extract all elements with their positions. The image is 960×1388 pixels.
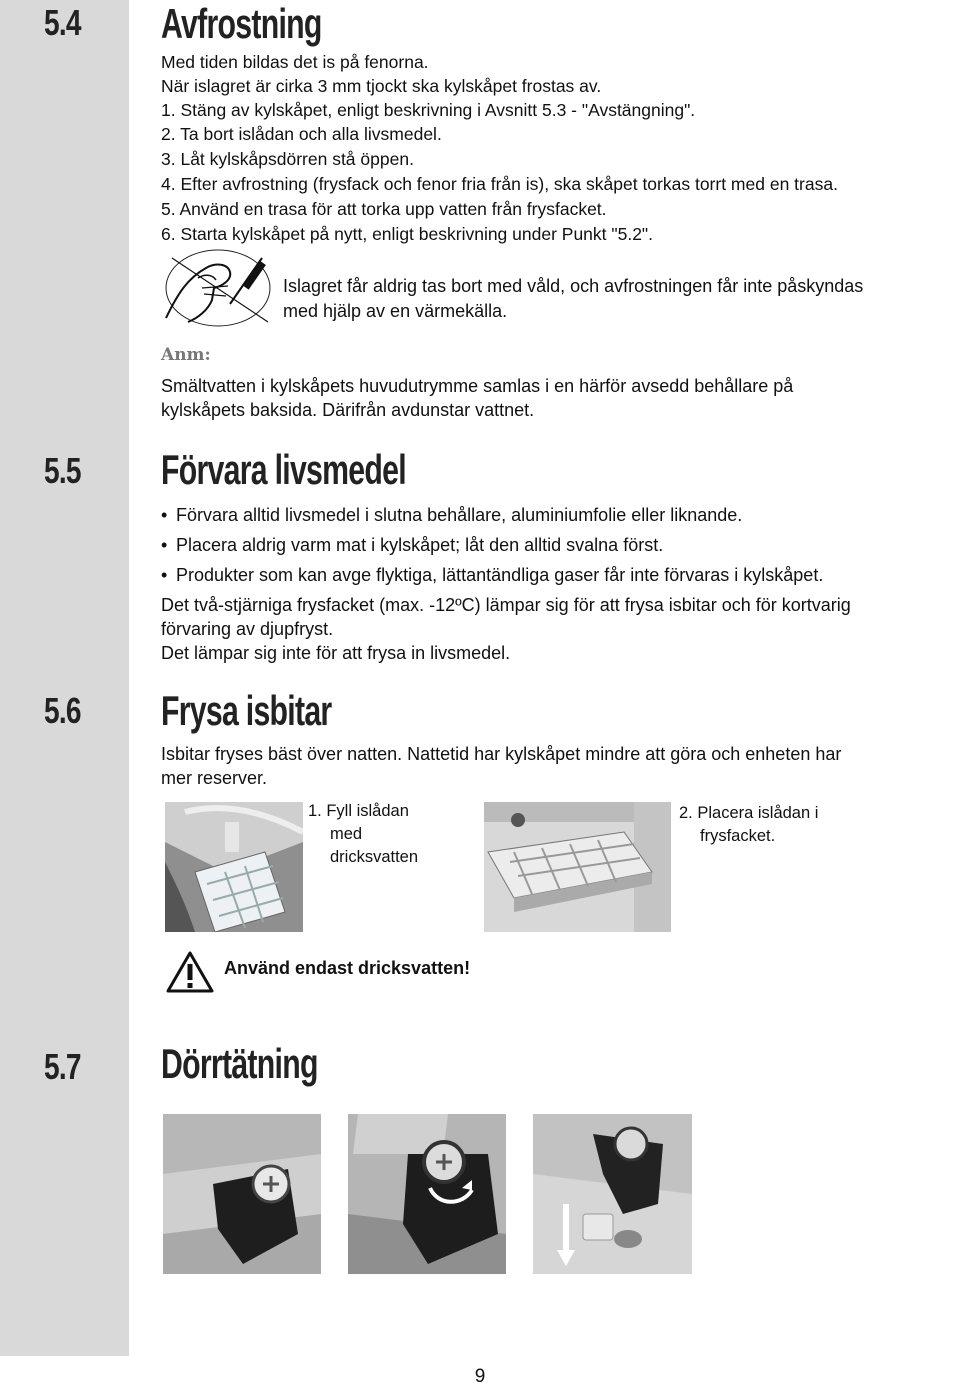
defrost-step: 2. Ta bort islådan och alla livsmedel. [161, 124, 442, 144]
door-seal-photo-2 [348, 1114, 506, 1274]
note-text-line: kylskåpets baksida. Därifrån avdunstar vattnet. [161, 400, 535, 420]
defrost-step: 1. Stäng av kylskåpet, enligt beskrivning i Avsnitt 5.3 - "Avstängning". [161, 100, 696, 120]
storage-bullet: • Förvara alltid livsmedel i slutna behållare, aluminiumfolie eller liknande. [161, 505, 743, 525]
ice-intro-line: Isbitar fryses bäst över natten. Nattetid har kylskåpet mindre att göra och enheten har [161, 744, 842, 764]
storage-text-line: Det två-stjärniga frysfacket (max. -12ºC) lämpar sig för att frysa isbitar och för kortvarig [161, 595, 851, 615]
warning-triangle-icon [165, 950, 215, 994]
page-number: 9 [474, 1366, 486, 1387]
section-number-5-4: 5.4 [44, 2, 81, 43]
section-title-frysa-isbitar: Frysa isbitar [161, 687, 332, 734]
defrost-line: Med tiden bildas det is på fenorna. [161, 52, 429, 72]
defrost-step: 5. Använd en trasa för att torka upp vatten från frysfacket. [161, 199, 607, 219]
section-title-dorrtatning: Dörrtätning [161, 1040, 318, 1087]
drinking-water-warning: Använd endast dricksvatten! [224, 958, 471, 978]
defrost-step: 3. Låt kylskåpsdörren stå öppen. [161, 149, 414, 169]
defrost-step: 6. Starta kylskåpet på nytt, enligt beskrivning under Punkt "5.2". [161, 224, 653, 244]
defrost-warning-line: med hjälp av en värmekälla. [283, 301, 508, 321]
storage-text-line: förvaring av djupfryst. [161, 619, 334, 639]
storage-text-line: Det lämpar sig inte för att frysa in livsmedel. [161, 643, 511, 663]
storage-bullet: • Placera aldrig varm mat i kylskåpet; låt den alltid svalna först. [161, 535, 664, 555]
no-sharp-tool-icon [158, 238, 278, 330]
step1-caption: dricksvatten [330, 848, 419, 866]
step2-caption: 2. Placera islådan i [679, 804, 819, 822]
note-text-line: Smältvatten i kylskåpets huvudutrymme samlas i en härför avsedd behållare på [161, 376, 794, 396]
note-label: Anm: [161, 345, 211, 365]
sidebar-band [0, 0, 129, 1356]
storage-bullet: • Produkter som kan avge flyktiga, lättantändliga gaser får inte förvaras i kylskåpet. [161, 565, 824, 585]
step2-caption: frysfacket. [700, 827, 776, 845]
fill-ice-tray-photo [165, 802, 303, 932]
section-title-avfrostning: Avfrostning [161, 0, 322, 47]
place-ice-tray-photo [484, 802, 671, 932]
defrost-line: När islagret är cirka 3 mm tjockt ska kylskåpet frostas av. [161, 76, 602, 96]
section-title-forvara-livsmedel: Förvara livsmedel [161, 446, 406, 493]
defrost-step: 4. Efter avfrostning (frysfack och fenor fria från is), ska skåpet torkas torrt med en trasa. [161, 174, 838, 194]
section-number-5-5: 5.5 [44, 450, 81, 491]
step1-caption: 1. Fyll islådan [308, 802, 409, 820]
door-seal-photo-3 [533, 1114, 692, 1274]
section-number-5-7: 5.7 [44, 1046, 81, 1087]
ice-intro-line: mer reserver. [161, 768, 268, 788]
section-number-5-6: 5.6 [44, 690, 81, 731]
door-seal-photo-1 [163, 1114, 321, 1274]
defrost-warning-line: Islagret får aldrig tas bort med våld, och avfrostningen får inte påskyndas [283, 276, 864, 296]
step1-caption: med [330, 825, 363, 843]
